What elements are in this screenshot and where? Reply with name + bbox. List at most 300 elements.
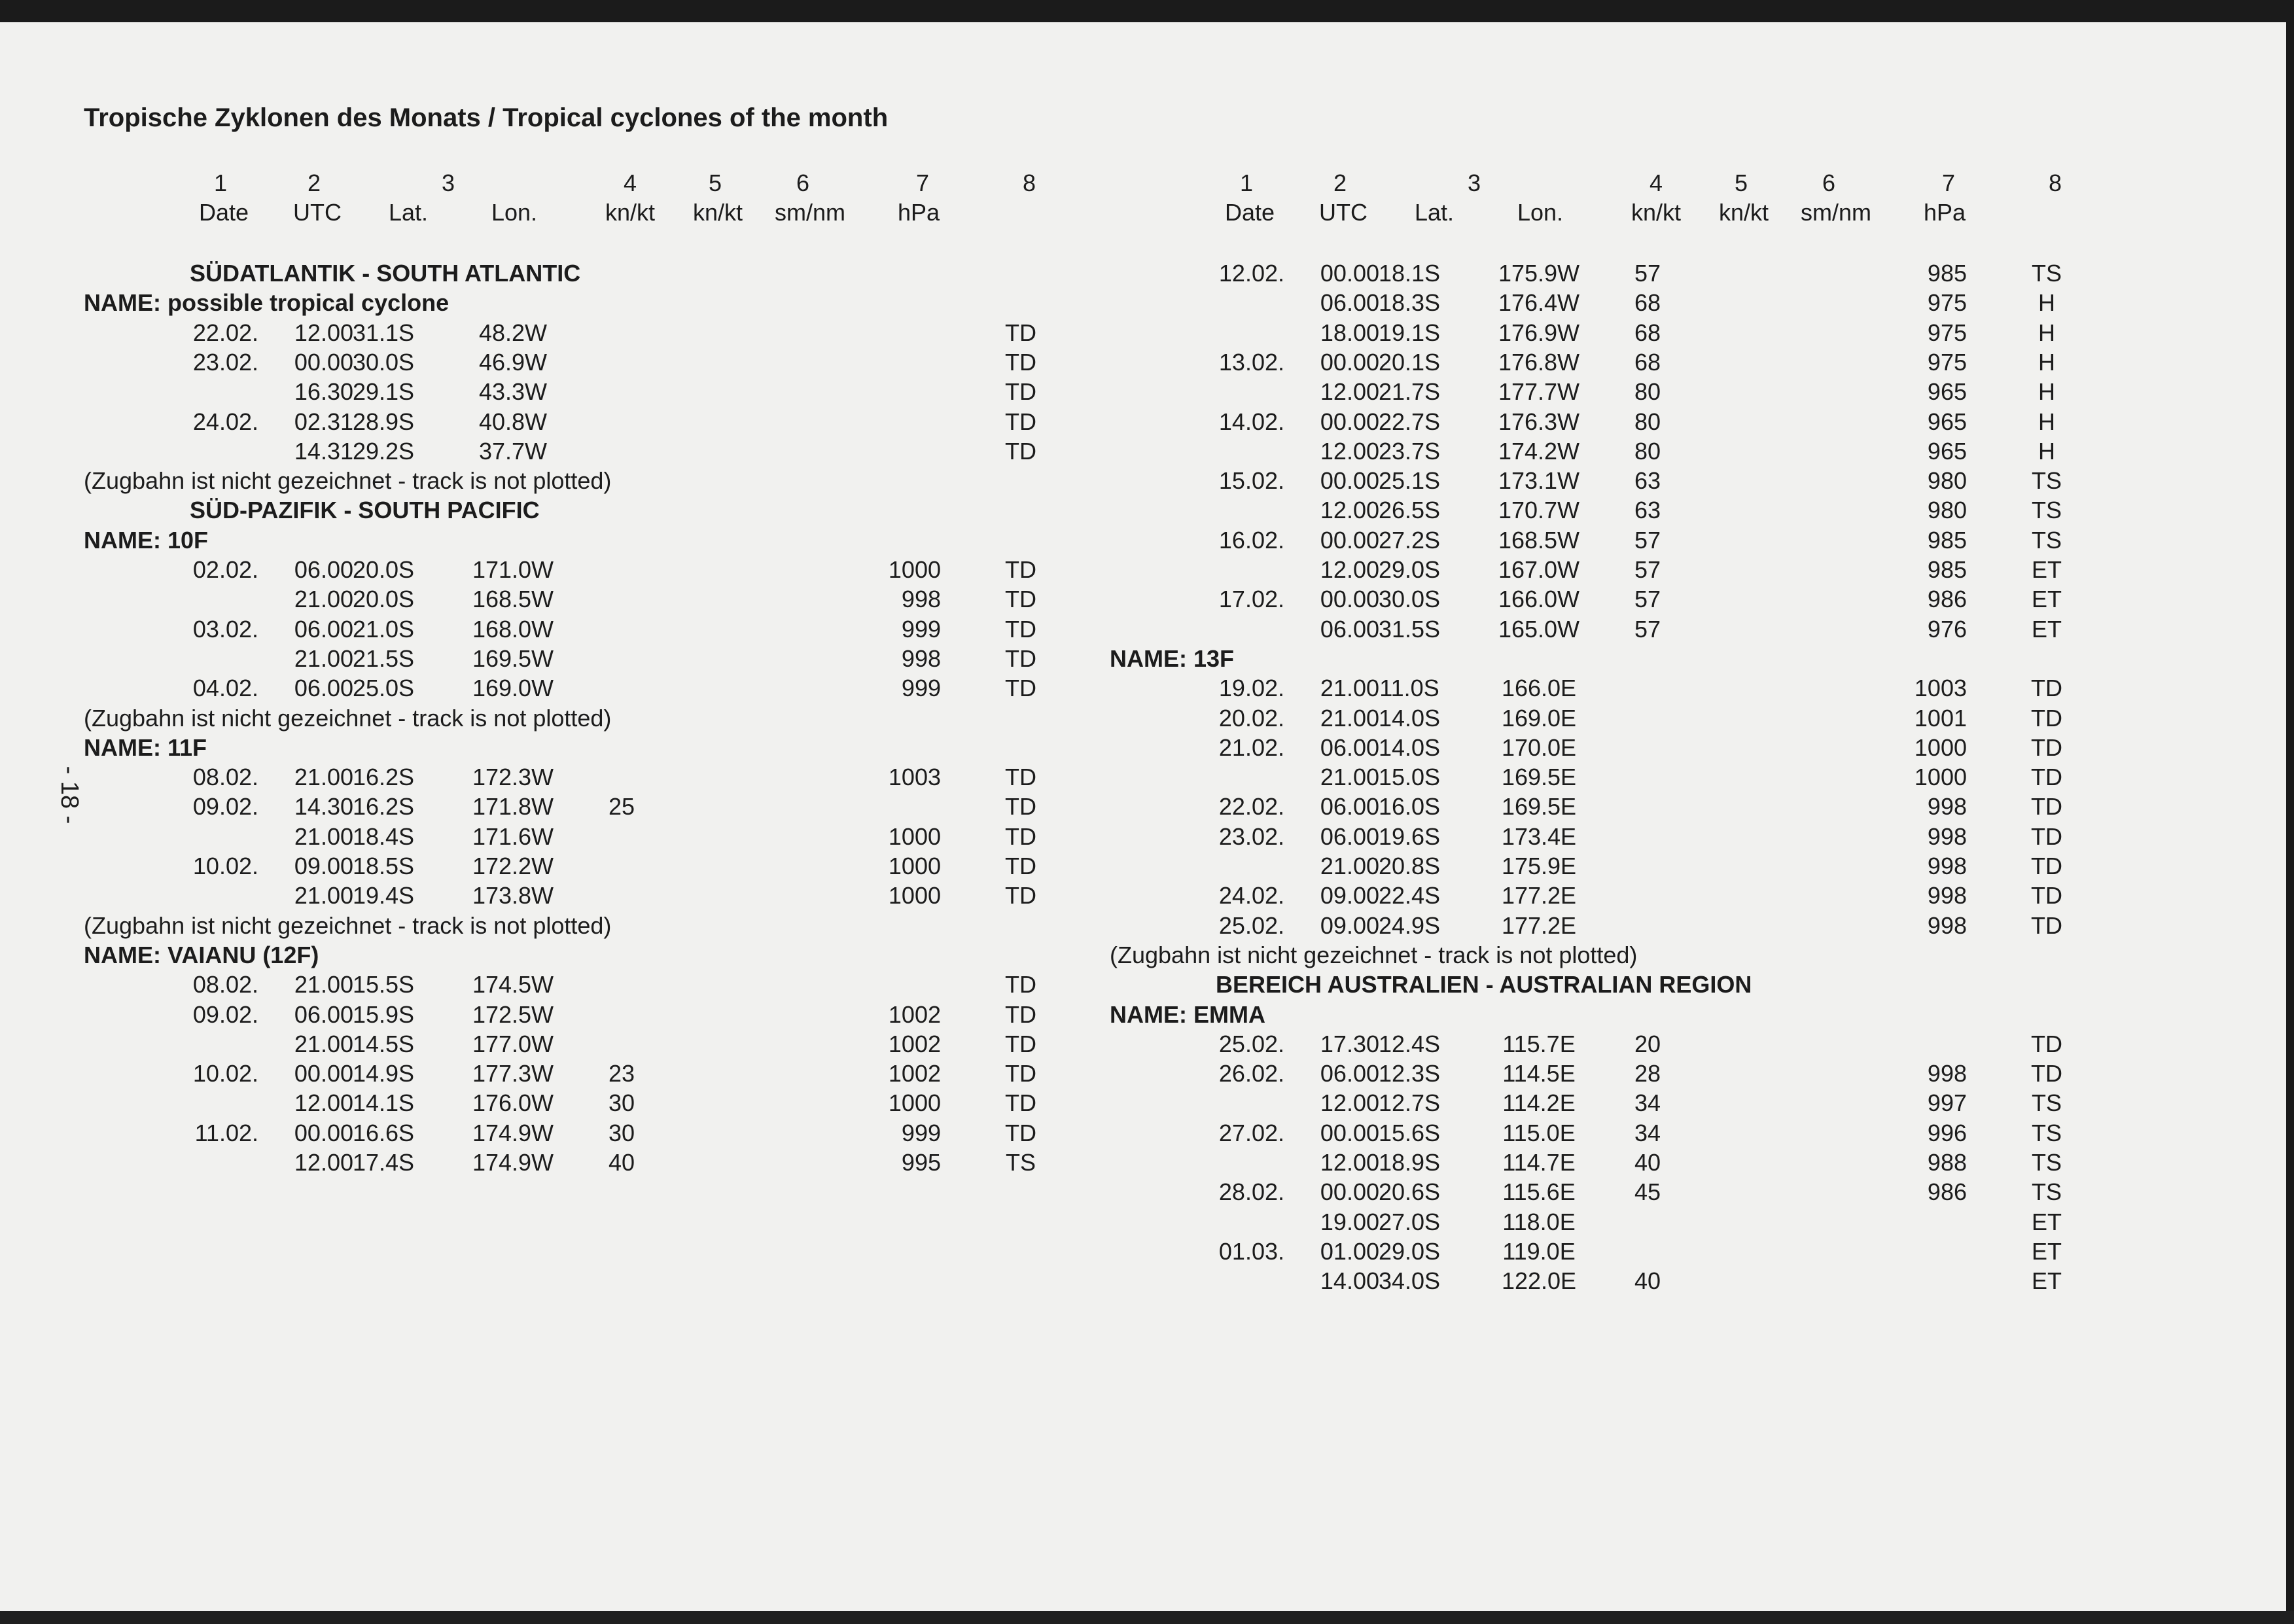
table-row xyxy=(1026,881,2164,911)
cell-lon: 170.7W xyxy=(1498,497,1580,524)
cell-cls: TD xyxy=(1005,348,1036,376)
cell-hpa: 998 xyxy=(1927,1060,1967,1087)
cell-hpa: 1003 xyxy=(888,764,941,791)
cell-lon: 176.4W xyxy=(1498,289,1580,317)
cell-w1: 80 xyxy=(1634,437,1661,465)
cell-lon: 177.3W xyxy=(472,1060,554,1087)
cell-cls: ET xyxy=(2031,1237,2062,1265)
cell-hpa: 998 xyxy=(1927,822,1967,850)
cell-utc: 12.00 xyxy=(1320,556,1379,583)
cell-utc: 00.00 xyxy=(1320,467,1379,495)
cell-lat: 17.4S xyxy=(352,1149,415,1176)
cell-date: 19.02. xyxy=(1218,675,1284,702)
cell-cls: TD xyxy=(1005,319,1036,346)
cell-utc: 06.00 xyxy=(294,1000,353,1028)
cell-lon: 174.5W xyxy=(472,971,554,998)
cell-cls: TD xyxy=(2031,793,2062,821)
table-row xyxy=(1026,288,2164,318)
column-label: Date xyxy=(1224,199,1275,226)
cell-hpa: 996 xyxy=(1927,1119,1967,1146)
table-row xyxy=(0,970,1138,1000)
cell-lat: 31.5S xyxy=(1378,615,1441,643)
cell-w1: 63 xyxy=(1634,497,1661,524)
column-label: Lat. xyxy=(1414,199,1455,226)
table-row xyxy=(0,1029,1138,1059)
table-row xyxy=(0,584,1138,614)
cell-utc: 06.00 xyxy=(294,615,353,643)
cell-utc: 12.00 xyxy=(1320,1089,1379,1117)
cell-lon: 48.2W xyxy=(478,319,548,346)
section-heading-text: SÜDATLANTIK - SOUTH ATLANTIC xyxy=(190,260,581,287)
cell-cls: TD xyxy=(1005,793,1036,821)
cell-hpa: 997 xyxy=(1927,1089,1967,1117)
cell-cls: H xyxy=(2038,348,2055,376)
cell-cls: TD xyxy=(1005,644,1036,672)
cell-cls: TD xyxy=(1005,586,1036,613)
cell-utc: 06.00 xyxy=(1320,822,1379,850)
table-row xyxy=(1026,377,2164,407)
cell-utc: 21.00 xyxy=(294,644,353,672)
section-heading-text: BEREICH AUSTRALIEN - AUSTRALIAN REGION xyxy=(1216,971,1752,998)
table-row xyxy=(1026,822,2164,852)
cell-lat: 21.5S xyxy=(352,644,415,672)
section-heading-text: SÜD-PAZIFIK - SOUTH PACIFIC xyxy=(190,497,540,524)
cell-lon: 169.5W xyxy=(472,644,554,672)
cell-w1: 34 xyxy=(1634,1089,1661,1117)
cell-lon: 114.7E xyxy=(1502,1149,1576,1176)
cell-lat: 31.1S xyxy=(352,319,415,346)
cell-cls: TD xyxy=(1005,556,1036,583)
cell-hpa: 998 xyxy=(1927,853,1967,879)
table-row xyxy=(1026,318,2164,348)
cell-hpa: 1000 xyxy=(1914,764,1967,791)
cell-hpa: 988 xyxy=(1927,1149,1967,1176)
cell-utc: 21.00 xyxy=(294,1030,353,1057)
table-row xyxy=(1026,1059,2164,1089)
column-label: Lon. xyxy=(491,199,538,226)
column-number: 2 xyxy=(1333,169,1347,196)
track-note xyxy=(0,911,1138,941)
cell-w1: 40 xyxy=(608,1149,635,1176)
column-label: kn/kt xyxy=(692,199,743,226)
table-row xyxy=(1026,258,2164,289)
table-row xyxy=(1026,1266,2164,1296)
cell-lon: 171.8W xyxy=(472,793,554,821)
cell-utc: 06.00 xyxy=(1320,733,1379,761)
cell-date: 14.02. xyxy=(1218,408,1284,435)
cell-w1: 40 xyxy=(1634,1149,1661,1176)
cyclone-name xyxy=(0,525,1138,556)
column-number: 2 xyxy=(307,169,321,196)
table-row xyxy=(0,822,1138,852)
cell-utc: 21.00 xyxy=(294,971,353,998)
column-number: 8 xyxy=(1022,169,1036,196)
cell-lat: 15.6S xyxy=(1378,1119,1441,1146)
track-note xyxy=(0,466,1138,496)
cell-cls: TS xyxy=(2031,467,2062,495)
cell-date: 23.02. xyxy=(192,348,258,376)
cell-cls: H xyxy=(2038,408,2055,435)
track-note xyxy=(1026,940,2164,970)
table-row xyxy=(1026,1207,2164,1237)
cell-lat: 21.7S xyxy=(1378,378,1441,406)
column-number-row xyxy=(0,168,1138,198)
cell-w1: 45 xyxy=(1634,1178,1661,1206)
cell-lat: 18.5S xyxy=(352,853,415,879)
cell-utc: 21.00 xyxy=(1320,853,1379,879)
cell-lon: 172.2W xyxy=(472,853,554,879)
cell-hpa: 980 xyxy=(1927,497,1967,524)
cell-lon: 46.9W xyxy=(478,348,548,376)
table-row xyxy=(1026,733,2164,763)
cyclone-name-text: NAME: VAIANU (12F) xyxy=(84,941,319,968)
section-heading xyxy=(0,495,1138,525)
cell-date: 09.02. xyxy=(192,793,258,821)
cell-lon: 118.0E xyxy=(1502,1208,1576,1235)
cell-cls: TD xyxy=(1005,971,1036,998)
cyclone-name-text: NAME: 13F xyxy=(1110,644,1235,672)
table-row xyxy=(0,318,1138,348)
cyclone-name-text: NAME: 11F xyxy=(84,733,207,761)
cell-utc: 02.31 xyxy=(294,408,353,435)
cell-cls: TD xyxy=(1005,882,1036,909)
cell-lat: 15.0S xyxy=(1378,764,1441,791)
cell-lat: 14.5S xyxy=(352,1030,415,1057)
cell-hpa: 986 xyxy=(1927,1178,1967,1206)
cell-date: 20.02. xyxy=(1218,704,1284,732)
cell-lat: 16.2S xyxy=(352,764,415,791)
cell-cls: H xyxy=(2038,437,2055,465)
cell-lon: 115.6E xyxy=(1502,1178,1576,1206)
column-number: 3 xyxy=(1467,169,1481,196)
cell-hpa: 998 xyxy=(1927,793,1967,821)
cell-cls: TD xyxy=(2031,764,2062,791)
column-number: 1 xyxy=(213,169,228,196)
cell-lon: 173.4E xyxy=(1501,822,1577,850)
cell-hpa: 1001 xyxy=(1914,704,1967,732)
cell-lon: 122.0E xyxy=(1501,1267,1577,1295)
cell-lat: 12.3S xyxy=(1378,1060,1441,1087)
cell-date: 28.02. xyxy=(1218,1178,1284,1206)
cell-cls: TD xyxy=(2031,882,2062,909)
cyclone-name-text: NAME: possible tropical cyclone xyxy=(84,289,450,317)
column-number-row xyxy=(1026,168,2164,198)
cell-date: 08.02. xyxy=(192,764,258,791)
table-row xyxy=(1026,1118,2164,1148)
cell-lon: 43.3W xyxy=(478,378,548,406)
cell-lat: 28.9S xyxy=(352,408,415,435)
cell-w1: 34 xyxy=(1634,1119,1661,1146)
cell-hpa: 985 xyxy=(1927,260,1967,287)
cell-lat: 12.7S xyxy=(1378,1089,1441,1117)
cell-w1: 23 xyxy=(608,1060,635,1087)
cell-utc: 09.00 xyxy=(1320,882,1379,909)
table-row xyxy=(0,377,1138,407)
cell-date: 15.02. xyxy=(1218,467,1284,495)
column-label: Lat. xyxy=(388,199,429,226)
cell-lon: 177.2E xyxy=(1501,911,1577,939)
cell-cls: TD xyxy=(2031,704,2062,732)
cell-lat: 20.0S xyxy=(352,586,415,613)
cell-date: 04.02. xyxy=(192,675,258,702)
column-label-row xyxy=(1026,198,2164,228)
table-row xyxy=(0,1059,1138,1089)
track-note-text: (Zugbahn ist nicht gezeichnet - track is not plotted) xyxy=(84,704,612,732)
cell-w1: 68 xyxy=(1634,289,1661,317)
cell-lon: 165.0W xyxy=(1498,615,1580,643)
cell-lon: 177.2E xyxy=(1501,882,1577,909)
cell-cls: TS xyxy=(2031,1178,2062,1206)
table-row xyxy=(0,1118,1138,1148)
cell-lat: 27.0S xyxy=(1378,1208,1441,1235)
cell-lon: 172.5W xyxy=(472,1000,554,1028)
cell-date: 10.02. xyxy=(192,1060,258,1087)
cell-utc: 12.00 xyxy=(1320,437,1379,465)
cyclone-name xyxy=(1026,644,2164,674)
cell-cls: TD xyxy=(2031,911,2062,939)
cell-hpa: 1002 xyxy=(888,1030,941,1057)
cell-w1: 80 xyxy=(1634,378,1661,406)
section-heading xyxy=(0,258,1138,289)
cell-utc: 06.00 xyxy=(294,556,353,583)
column-label: kn/kt xyxy=(605,199,656,226)
cell-lon: 169.5E xyxy=(1501,793,1577,821)
table-row xyxy=(0,1148,1138,1178)
cell-cls: TD xyxy=(1005,408,1036,435)
cyclone-name-text: NAME: 10F xyxy=(84,526,209,554)
cell-w1: 20 xyxy=(1634,1030,1661,1057)
cell-lon: 170.0E xyxy=(1501,733,1577,761)
table-row xyxy=(1026,1148,2164,1178)
cell-utc: 00.00 xyxy=(294,1060,353,1087)
table-row xyxy=(0,555,1138,585)
cell-lat: 19.4S xyxy=(352,882,415,909)
cell-w1: 28 xyxy=(1634,1060,1661,1087)
table-row xyxy=(1026,1177,2164,1207)
cell-cls: TD xyxy=(1005,1089,1036,1117)
cell-lon: 175.9W xyxy=(1498,260,1580,287)
table-row xyxy=(0,644,1138,674)
cell-lat: 20.8S xyxy=(1378,853,1441,879)
cell-cls: TS xyxy=(2031,1119,2062,1146)
cell-lon: 168.0W xyxy=(472,615,554,643)
cell-utc: 14.31 xyxy=(294,437,353,465)
cell-utc: 00.00 xyxy=(1320,1178,1379,1206)
cell-cls: TD xyxy=(2031,822,2062,850)
cell-lat: 11.0S xyxy=(1379,675,1439,702)
cell-w1: 30 xyxy=(608,1119,635,1146)
cell-date: 27.02. xyxy=(1218,1119,1284,1146)
column-number: 7 xyxy=(915,169,930,196)
cell-date: 11.02. xyxy=(194,1119,258,1146)
cell-w1: 80 xyxy=(1634,408,1661,435)
cell-utc: 19.00 xyxy=(1320,1208,1379,1235)
cell-utc: 12.00 xyxy=(1320,497,1379,524)
track-note xyxy=(0,703,1138,733)
table-row xyxy=(1026,703,2164,733)
column-label: hPa xyxy=(1923,199,1966,226)
cell-date: 02.02. xyxy=(192,556,258,583)
table-row xyxy=(1026,407,2164,437)
cell-cls: TD xyxy=(2031,1030,2062,1057)
column-label: hPa xyxy=(897,199,940,226)
cell-cls: ET xyxy=(2031,586,2062,613)
cell-lon: 174.9W xyxy=(472,1119,554,1146)
cell-utc: 06.00 xyxy=(1320,1060,1379,1087)
page-title: Tropische Zyklonen des Monats / Tropical cyclones of the month xyxy=(84,103,889,132)
table-row xyxy=(1026,466,2164,496)
cell-hpa: 976 xyxy=(1927,615,1967,643)
cell-utc: 12.00 xyxy=(294,319,353,346)
cell-utc: 06.00 xyxy=(1320,615,1379,643)
right-column xyxy=(1026,0,2171,1624)
cell-lat: 22.7S xyxy=(1378,408,1441,435)
table-row xyxy=(1026,347,2164,378)
cell-utc: 00.00 xyxy=(1320,1119,1379,1146)
column-number: 8 xyxy=(2048,169,2062,196)
cell-lon: 168.5W xyxy=(1498,526,1580,554)
cell-cls: TD xyxy=(2031,853,2062,879)
cell-lon: 177.0W xyxy=(472,1030,554,1057)
cell-utc: 00.00 xyxy=(1320,348,1379,376)
cell-cls: ET xyxy=(2031,615,2062,643)
cell-hpa: 1003 xyxy=(1914,675,1967,702)
cell-hpa: 980 xyxy=(1927,467,1967,495)
cell-lat: 18.3S xyxy=(1378,289,1441,317)
cell-date: 22.02. xyxy=(1218,793,1284,821)
cell-lat: 16.6S xyxy=(352,1119,415,1146)
cell-cls: TS xyxy=(2031,526,2062,554)
column-label: Date xyxy=(198,199,249,226)
cell-w1: 30 xyxy=(608,1089,635,1117)
cell-lat: 19.1S xyxy=(1378,319,1441,346)
cell-utc: 12.00 xyxy=(1320,378,1379,406)
cell-date: 22.02. xyxy=(192,319,258,346)
table-row xyxy=(1026,495,2164,525)
cell-lat: 30.0S xyxy=(1378,586,1441,613)
cell-date: 09.02. xyxy=(192,1000,258,1028)
cell-hpa: 986 xyxy=(1927,586,1967,613)
column-number: 1 xyxy=(1239,169,1254,196)
cell-lon: 174.2W xyxy=(1498,437,1580,465)
cell-lon: 173.1W xyxy=(1498,467,1580,495)
cell-cls: TD xyxy=(2031,1060,2062,1087)
cell-hpa: 975 xyxy=(1927,319,1967,346)
cell-hpa: 975 xyxy=(1927,289,1967,317)
cell-lat: 14.9S xyxy=(352,1060,415,1087)
cell-date: 13.02. xyxy=(1218,348,1284,376)
cell-lat: 18.9S xyxy=(1378,1149,1441,1176)
cell-hpa: 1000 xyxy=(1914,733,1967,761)
table-row xyxy=(1026,525,2164,556)
cell-utc: 21.00 xyxy=(1320,704,1379,732)
table-row xyxy=(1026,1088,2164,1118)
table-row xyxy=(0,1088,1138,1118)
cell-utc: 21.00 xyxy=(294,586,353,613)
cell-lat: 21.0S xyxy=(352,615,415,643)
cell-utc: 21.00 xyxy=(294,882,353,909)
cell-cls: TD xyxy=(1005,378,1036,406)
cell-lon: 176.8W xyxy=(1498,348,1580,376)
cell-lon: 176.9W xyxy=(1498,319,1580,346)
column-label: sm/nm xyxy=(775,199,845,226)
cell-cls: ET xyxy=(2031,1267,2062,1295)
cell-lon: 169.0E xyxy=(1501,704,1577,732)
cell-hpa: 985 xyxy=(1927,526,1967,554)
cell-cls: TD xyxy=(1005,615,1036,643)
cell-lat: 24.9S xyxy=(1378,911,1441,939)
cell-utc: 01.00 xyxy=(1320,1237,1379,1265)
table-row xyxy=(0,614,1138,644)
cell-lon: 175.9E xyxy=(1501,853,1577,879)
cell-hpa: 998 xyxy=(901,586,941,613)
cell-w1: 40 xyxy=(1634,1267,1661,1295)
cell-utc: 21.00 xyxy=(294,764,353,791)
cell-lat: 29.0S xyxy=(1378,1237,1441,1265)
cell-cls: H xyxy=(2038,378,2055,406)
table-row xyxy=(0,1000,1138,1030)
cell-date: 24.02. xyxy=(192,408,258,435)
table-row xyxy=(0,407,1138,437)
table-row xyxy=(1026,1029,2164,1059)
cell-hpa: 1002 xyxy=(888,1060,941,1087)
cell-w1: 25 xyxy=(608,793,635,821)
cell-lat: 14.1S xyxy=(352,1089,415,1117)
cell-lon: 168.5W xyxy=(472,586,554,613)
cell-utc: 00.00 xyxy=(294,348,353,376)
section-heading xyxy=(1026,970,2164,1000)
cell-utc: 00.00 xyxy=(1320,586,1379,613)
cell-utc: 21.00 xyxy=(1320,675,1379,702)
table-row xyxy=(1026,555,2164,585)
cell-lat: 12.4S xyxy=(1378,1030,1441,1057)
cell-lat: 19.6S xyxy=(1378,822,1441,850)
table-row xyxy=(0,792,1138,822)
cell-hpa: 1000 xyxy=(888,1089,941,1117)
cell-lon: 169.5E xyxy=(1501,764,1577,791)
cell-utc: 09.00 xyxy=(294,853,353,879)
cell-lat: 20.6S xyxy=(1378,1178,1441,1206)
cell-utc: 14.30 xyxy=(294,793,353,821)
cell-lat: 15.5S xyxy=(352,971,415,998)
cell-lat: 20.1S xyxy=(1378,348,1441,376)
column-number: 5 xyxy=(708,169,722,196)
cell-cls: TD xyxy=(1005,675,1036,702)
table-row xyxy=(0,347,1138,378)
cell-lat: 25.1S xyxy=(1378,467,1441,495)
table-row xyxy=(0,851,1138,881)
table-row xyxy=(0,436,1138,467)
cell-w1: 57 xyxy=(1634,556,1661,583)
cell-lat: 26.5S xyxy=(1378,497,1441,524)
cell-lon: 40.8W xyxy=(478,408,548,435)
cell-lat: 25.0S xyxy=(352,675,415,702)
table-row xyxy=(1026,792,2164,822)
cell-utc: 00.00 xyxy=(1320,408,1379,435)
cell-hpa: 965 xyxy=(1927,408,1967,435)
cell-cls: TD xyxy=(1005,1000,1036,1028)
cell-w1: 68 xyxy=(1634,319,1661,346)
cell-hpa: 999 xyxy=(901,675,941,702)
track-note-text: (Zugbahn ist nicht gezeichnet - track is not plotted) xyxy=(1110,941,1638,968)
cell-lat: 22.4S xyxy=(1378,882,1441,909)
column-label: sm/nm xyxy=(1801,199,1871,226)
cell-cls: TD xyxy=(1005,764,1036,791)
cell-utc: 00.00 xyxy=(1320,260,1379,287)
cell-utc: 12.00 xyxy=(294,1149,353,1176)
cell-lat: 16.2S xyxy=(352,793,415,821)
cyclone-name xyxy=(0,288,1138,318)
